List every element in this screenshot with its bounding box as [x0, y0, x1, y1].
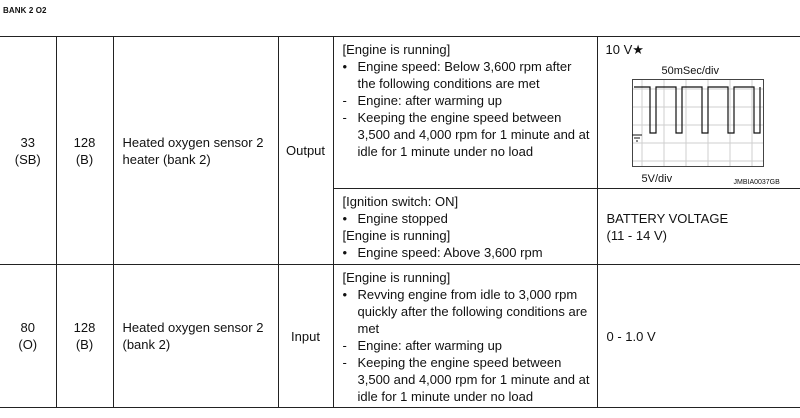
ground-wire-color: (B)	[75, 337, 94, 352]
ground-terminal-cell	[56, 37, 113, 265]
terminal-number: 80	[20, 320, 35, 335]
condition-line: [Ignition switch: ON]	[342, 194, 459, 209]
signal-type-cell	[278, 37, 333, 265]
condition-line: 3,500 and 4,000 rpm for 1 minute and at	[357, 127, 590, 142]
item-line-2: heater (bank 2)	[122, 151, 211, 167]
condition-line: met	[357, 321, 380, 336]
dash-glyph: -	[342, 93, 347, 108]
bullet-glyph: •	[342, 245, 348, 260]
condition-cell	[333, 189, 597, 265]
ground-symbol	[632, 135, 642, 141]
dash-glyph: -	[342, 338, 347, 353]
condition-line: [Engine is running]	[342, 228, 451, 243]
condition-line: idle for 1 minute under no load	[357, 389, 534, 404]
item-description-cell	[113, 37, 278, 265]
item-line-1: Heated oxygen sensor 2	[122, 134, 264, 150]
scope-voltage-label: 10 V★	[605, 42, 644, 57]
condition-line: [Engine is running]	[342, 42, 451, 57]
ground-terminal-number: 128	[73, 134, 96, 150]
signal-type: Output	[285, 143, 326, 158]
oscilloscope-waveform	[632, 79, 764, 167]
ground-wire-color: (B)	[75, 151, 94, 167]
condition-line: - Engine: after warming up	[342, 93, 503, 108]
scope-figure-code: JMBIA0037GB	[733, 179, 780, 186]
terminal-wire-color: (O)	[18, 337, 38, 352]
terminal-number-cell	[0, 265, 56, 408]
condition-line: • Engine speed: Below 3,600 rpm after	[342, 59, 572, 74]
bullet-glyph: •	[342, 211, 348, 226]
terminal-number-cell	[0, 37, 56, 265]
condition-line: - Engine: after warming up	[342, 338, 503, 353]
value-cell	[597, 265, 800, 408]
condition-line: quickly after the following conditions are	[357, 304, 588, 319]
section-header: BANK 2 O2	[3, 6, 47, 15]
condition-line: 3,500 and 4,000 rpm for 1 minute and at	[357, 372, 590, 387]
condition-line: - Keeping the engine speed between	[342, 355, 562, 370]
oscilloscope-cell	[597, 37, 800, 189]
terminal-wire-color: (SB)	[14, 151, 41, 167]
scope-frame	[632, 80, 763, 167]
value-text: 0 - 1.0 V	[606, 328, 656, 344]
scope-volt-division: 5V/div	[641, 173, 673, 185]
condition-line: - Keeping the engine speed between	[342, 110, 562, 125]
condition-line: • Engine stopped	[342, 211, 448, 226]
scope-trace	[634, 87, 760, 133]
terminal-number: 33	[20, 134, 35, 150]
condition-line: the following conditions are met	[357, 76, 540, 91]
item-description-cell	[113, 265, 278, 408]
scope-grid	[632, 79, 764, 167]
signal-type: Input	[291, 328, 320, 344]
item-line-2: (bank 2)	[122, 337, 171, 352]
dash-glyph: -	[342, 110, 347, 125]
signal-type-cell	[278, 265, 333, 408]
condition-line: • Revving engine from idle to 3,000 rpm	[342, 287, 578, 302]
value-cell	[597, 189, 800, 265]
condition-cell	[333, 37, 597, 189]
ground-terminal-cell	[56, 265, 113, 408]
condition-line: idle for 1 minute under no load	[357, 144, 534, 159]
scope-time-division: 50mSec/div	[661, 65, 719, 77]
bullet-glyph: •	[342, 59, 348, 74]
value-line-1: BATTERY VOLTAGE	[606, 210, 729, 226]
bullet-glyph: •	[342, 287, 348, 302]
value-line-2: (11 - 14 V)	[606, 227, 667, 243]
condition-line: • Engine speed: Above 3,600 rpm	[342, 245, 543, 260]
item-line-1: Heated oxygen sensor 2	[122, 320, 264, 335]
condition-cell	[333, 265, 597, 408]
ground-terminal-number: 128	[73, 320, 96, 335]
dash-glyph: -	[342, 355, 347, 370]
terminal-spec-table	[0, 36, 800, 408]
condition-line: [Engine is running]	[342, 270, 451, 285]
